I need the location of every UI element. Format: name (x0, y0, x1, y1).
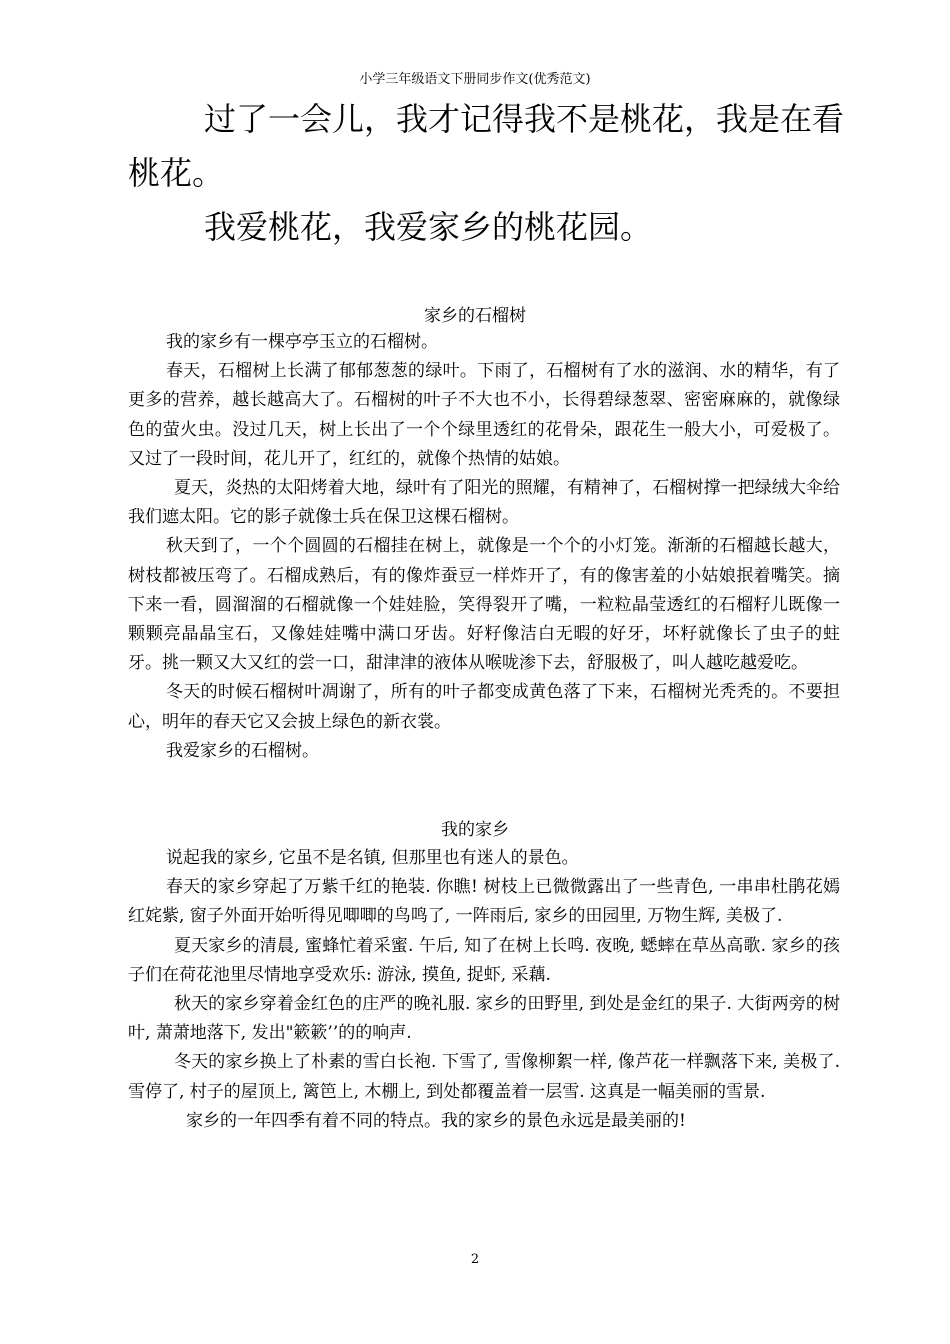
essay2-paragraph: 说起我的家乡, 它虽不是名镇, 但那里也有迷人的景色。 (166, 848, 579, 868)
essay1-paragraph: 冬天的时候石榴树叶凋谢了，所有的叶子都变成黄色落了下来，石榴树光秃秃的。不要担心，明年的春天它又会披上绿色的新衣裳。 (128, 682, 840, 732)
essay2-paragraph: 秋天的家乡穿着金红色的庄严的晚礼服. 家乡的田野里, 到处是金红的果子. 大街两旁的树叶, 萧萧地落下, 发出"簌簌’’的的响声. (128, 994, 840, 1044)
essay1-body (128, 328, 840, 766)
essay1-paragraph: 秋天到了，一个个圆圆的石榴挂在树上，就像是一个个的小灯笼。渐渐的石榴越长越大，树枝都被压弯了。石榴成熟后，有的像炸蚕豆一样炸开了，有的像害羞的小姑娘抿着嘴笑。摘下来一看，圆溜溜的石榴就像一个娃娃脸，笑得裂开了嘴，一粒粒晶莹透红的石榴籽儿既像一颗颗亮晶晶宝石，又像娃娃嘴中满口牙齿。好籽像洁白无暇的好牙，坏籽就像长了虫子的蛀牙。挑一颗又大又红的尝一口，甜津津的液体从喉咙渗下去，舒服极了，叫人越吃越爱吃。 (128, 536, 840, 674)
essay1-paragraph: 夏天，炎热的太阳烤着大地，绿叶有了阳光的照耀，有精神了，石榴树撑一把绿绒大伞给我们遮太阳。它的影子就像士兵在保卫这棵石榴树。 (128, 478, 840, 528)
essay2-paragraph: 夏天家乡的清晨, 蜜蜂忙着采蜜. 午后, 知了在树上长鸣. 夜晚, 蟋蟀在草丛高歌. 家乡的孩子们在荷花池里尽情地享受欢乐: 游泳, 摸鱼, 捉虾, 采藕. (128, 935, 840, 985)
page-number: 2 (470, 1252, 480, 1267)
essay2-paragraph: 春天的家乡穿起了万紫千红的艳装. 你瞧! 树枝上已微微露出了一些青色, 一串串杜鹃花嫣红姹紫, 窗子外面开始听得见唧唧的鸟鸣了, 一阵雨后, 家乡的田园里, 万物生辉, 美极了. (128, 877, 840, 927)
essay2-paragraph: 家乡的一年四季有着不同的特点。我的家乡的景色永远是最美丽的! (186, 1110, 686, 1131)
essay1-paragraph: 春天，石榴树上长满了郁郁葱葱的绿叶。下雨了，石榴树有了水的滋润、水的精华，有了更多的营养，越长越高大了。石榴树的叶子不大也不小，长得碧绿葱翠、密密麻麻的，就像绿色的萤火虫。没过几天，树上长出了一个个绿里透红的花骨朵，跟花生一般大小，可爱极了。又过了一段时间，花儿开了，红红的，就像个热情的姑娘。 (128, 361, 840, 469)
essay1-paragraph: 我的家乡有一棵亭亭玉立的石榴树。 (166, 332, 438, 352)
intro-paragraph: 我爱桃花，我爱家乡的桃花园。 (204, 208, 653, 246)
intro-paragraph: 过了一会儿，我才记得我不是桃花，我是在看桃花。 (128, 100, 845, 192)
page-header: 小学三年级语文下册同步作文(优秀范文) (359, 72, 591, 87)
essay1-paragraph: 我爱家乡的石榴树。 (166, 740, 319, 761)
essay2-title: 我的家乡 (441, 820, 509, 840)
intro-section (128, 92, 848, 254)
essay1-title: 家乡的石榴树 (424, 306, 526, 326)
essay2-body (128, 844, 840, 1136)
essay2-paragraph: 冬天的家乡换上了朴素的雪白长袍. 下雪了, 雪像柳絮一样, 像芦花一样飘落下来, 美极了. 雪停了, 村子的屋顶上, 篱笆上, 木棚上, 到处都覆盖着一层雪. 这真是一幅美丽的雪景. (128, 1052, 840, 1102)
